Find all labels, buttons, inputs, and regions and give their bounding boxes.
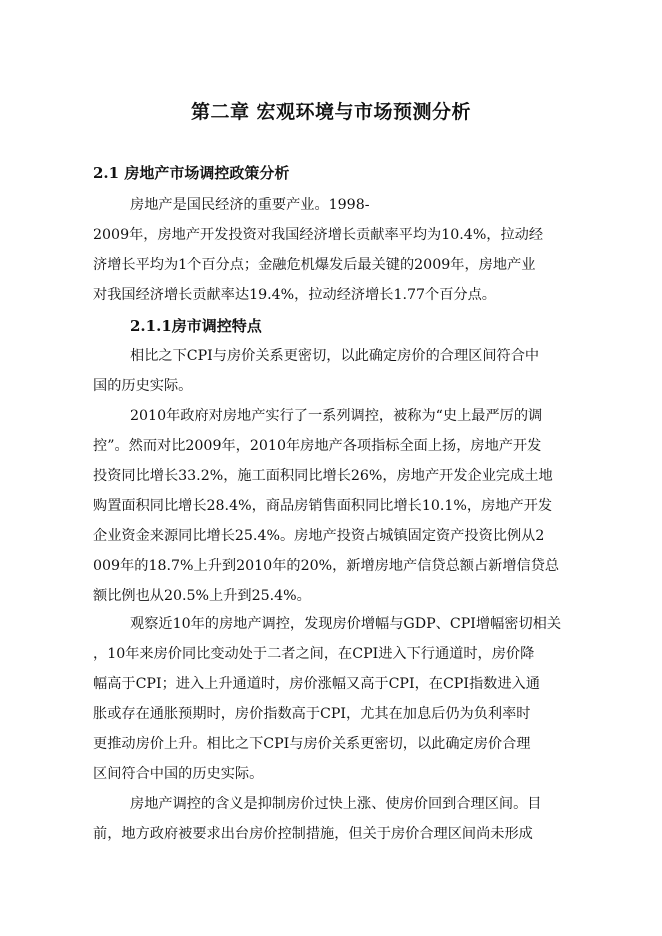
paragraph-line: 相比之下CPI与房价关系更密切，以此确定房价的合理区间符合中 xyxy=(130,348,540,364)
section-heading: 2.1 房地产市场调控政策分析 xyxy=(93,164,290,182)
paragraph-line: 额比例也从20.5%上升到25.4%。 xyxy=(93,588,311,604)
paragraph-line: 前，地方政府被要求出台房价控制措施，但关于房价合理区间尚未形成 xyxy=(93,826,533,842)
paragraph-line: 投资同比增长33.2%，施工面积同比增长26%，房地产开发企业完成土地 xyxy=(93,468,553,484)
paragraph-line: 2010年政府对房地产实行了一系列调控，被称为“史上最严厉的调 xyxy=(130,408,543,424)
paragraph-line: 观察近10年的房地产调控，发现房价增幅与GDP、CPI增幅密切相关 xyxy=(130,616,562,632)
paragraph-line: 国的历史实际。 xyxy=(93,378,193,394)
paragraph-cpi-relation xyxy=(93,341,577,401)
paragraph-line: 企业资金来源同比增长25.4%。房地产投资占城镇固定资产投资比例从2 xyxy=(93,528,545,544)
paragraph-line: 房地产是国民经济的重要产业。1998- xyxy=(130,197,370,213)
paragraph-line: 济增长平均为1个百分点；金融危机爆发后最关键的2009年，房地产业 xyxy=(93,257,536,273)
subsection-heading: 2.1.1房市调控特点 xyxy=(130,317,262,335)
chapter-title: 第二章 宏观环境与市场预测分析 xyxy=(190,101,472,123)
paragraph-line: 对我国经济增长贡献率达19.4%，拉动经济增长1.77个百分点。 xyxy=(93,287,496,303)
paragraph-line: 幅高于CPI；进入上升通道时，房价涨幅又高于CPI，在CPI指数进入通 xyxy=(93,676,540,692)
paragraph-line: ，10年来房价同比变动处于二者之间，在CPI进入下行通道时，房价降 xyxy=(93,646,535,662)
paragraph-line: 更推动房价上升。相比之下CPI与房价关系更密切，以此确定房价合理 xyxy=(93,736,531,752)
paragraph-line: 区间符合中国的历史实际。 xyxy=(93,766,264,782)
paragraph-line: 购置面积同比增长28.4%，商品房销售面积同比增长10.1%，房地产开发 xyxy=(93,498,553,514)
paragraph-line: 控”。然而对比2009年，2010年房地产各项指标全面上扬，房地产开发 xyxy=(93,438,542,454)
paragraph-real-estate-importance xyxy=(93,190,577,310)
paragraph-line: 房地产调控的含义是抑制房价过快上涨、使房价回到合理区间。目 xyxy=(130,796,542,812)
paragraph-line: 2009年，房地产开发投资对我国经济增长贡献率平均为10.4%，拉动经 xyxy=(93,227,544,243)
paragraph-2010-regulation xyxy=(93,401,577,611)
paragraph-decade-observation xyxy=(93,609,577,789)
paragraph-regulation-meaning xyxy=(93,789,577,849)
paragraph-line: 胀或存在通胀预期时，房价指数高于CPI，尤其在加息后仍为负利率时 xyxy=(93,706,531,722)
paragraph-line: 009年的18.7%上升到2010年的20%，新增房地产信贷总额占新增信贷总 xyxy=(93,558,560,574)
